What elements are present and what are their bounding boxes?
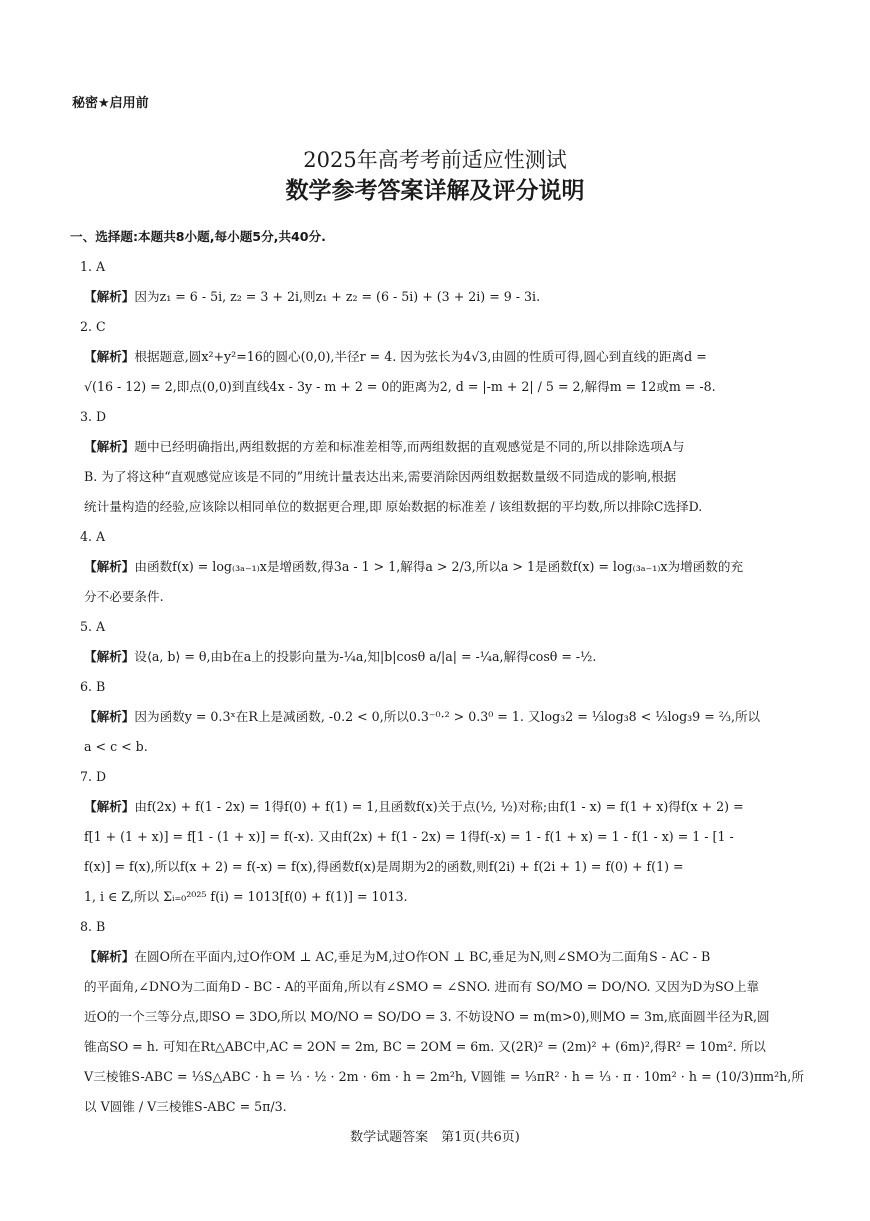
explanation-label: 【解析】 xyxy=(84,559,135,574)
explanation-line xyxy=(84,1002,804,1032)
explanation-line xyxy=(84,942,804,972)
answer-content xyxy=(70,222,804,1122)
explanation-text: 设⟨a, b⟩ = θ,由b在a上的投影向量为-¼a,知|b|cosθ a/|a| = -¼a,解得cosθ = -½. xyxy=(134,649,597,664)
explanation-text: 根据题意,圆x²+y²=16的圆心(0,0),半径r = 4. 因为弦长为4√3,由圆的性质可得,圆心到直线的距离d = xyxy=(134,349,707,364)
answer-number: 4. A xyxy=(80,529,106,544)
explanation-line xyxy=(84,702,804,732)
explanation-line xyxy=(84,582,804,612)
explanation-text: a < c < b. xyxy=(84,739,148,754)
explanation-text: 题中已经明确指出,两组数据的方差和标准差相等,而两组数据的直观感觉是不同的,所以排除选项A与 xyxy=(134,439,685,454)
explanation-line xyxy=(84,822,804,852)
explanation-line xyxy=(84,372,804,402)
explanation-line xyxy=(84,882,804,912)
explanation-text: V三棱锥S-ABC = ⅓S△ABC · h = ⅓ · ½ · 2m · 6m · h = 2m²h, V圆锥 = ⅓πR² · h = ⅓ · π · 10m² · h = (10/3)πm²h,所以 V圆锥 / V三棱锥S-ABC = 5π/3. xyxy=(84,1069,804,1114)
explanation-line xyxy=(84,1062,804,1122)
explanation-label: 【解析】 xyxy=(84,289,135,304)
explanation-line xyxy=(84,462,804,492)
explanation-text: 由f(2x) + f(1 - 2x) = 1得f(0) + f(1) = 1,且函数f(x)关于点(½, ½)对称;由f(1 - x) = f(1 + x)得f(x + 2) = xyxy=(134,799,744,814)
explanation-text: 因为函数y = 0.3ˣ在R上是减函数, -0.2 < 0,所以0.3⁻⁰·² > 0.3⁰ = 1. 又log₃2 = ⅓log₃8 < ⅓log₃9 = ⅔,所以 xyxy=(134,709,761,724)
explanation-text: 因为z₁ = 6 - 5i, z₂ = 3 + 2i,则z₁ + z₂ = (6 - 5i) + (3 + 2i) = 9 - 3i. xyxy=(134,289,541,304)
explanation-line xyxy=(84,852,804,882)
explanation-text: 在圆O所在平面内,过O作OM ⊥ AC,垂足为M,过O作ON ⊥ BC,垂足为N,则∠SMO为二面角S - AC - B xyxy=(134,949,711,964)
explanation-line xyxy=(84,432,804,462)
explanation-line xyxy=(84,282,804,312)
answer-number: 6. B xyxy=(80,679,106,694)
explanation-line xyxy=(84,342,804,372)
explanation-line xyxy=(84,552,804,582)
explanation-text: 的平面角,∠DNO为二面角D - BC - A的平面角,所以有∠SMO = ∠SNO. 进而有 SO/MO = DO/NO. 又因为D为SO上靠 xyxy=(84,979,760,994)
explanation-text: f[1 + (1 + x)] = f[1 - (1 + x)] = f(-x). 又由f(2x) + f(1 - 2x) = 1得f(-x) = 1 - f(1 + x) = 1 - f(1 - x) = 1 - [1 - xyxy=(84,829,734,844)
answer-item xyxy=(80,312,804,402)
answer-item xyxy=(80,672,804,762)
answer-item xyxy=(80,612,804,672)
section-heading: 一、选择题:本题共8小题,每小题5分,共40分. xyxy=(70,229,326,244)
answer-item xyxy=(80,912,804,1122)
explanation-line xyxy=(84,642,804,672)
answer-number: 5. A xyxy=(80,619,106,634)
explanation-label: 【解析】 xyxy=(84,709,135,724)
explanation-text: 统计量构造的经验,应该除以相同单位的数据更合理,即 原始数据的标准差 / 该组数据的平均数,所以排除C选择D. xyxy=(84,499,703,514)
answer-number: 7. D xyxy=(80,769,107,784)
answer-item xyxy=(80,762,804,912)
answer-number: 1. A xyxy=(80,259,106,274)
explanation-line xyxy=(84,972,804,1002)
explanation-text: f(x)] = f(x),所以f(x + 2) = f(-x) = f(x),得函数f(x)是周期为2的函数,则f(2i) + f(2i + 1) = f(0) + f(1) = xyxy=(84,859,684,874)
answer-list xyxy=(80,252,804,1122)
answer-item xyxy=(80,522,804,612)
explanation-text: 分不必要条件. xyxy=(84,589,164,604)
explanation-line xyxy=(84,732,804,762)
answer-item xyxy=(80,402,804,522)
page-footer: 数学试题答案 第1页(共6页) xyxy=(350,1130,520,1145)
answer-number: 2. C xyxy=(80,319,106,334)
explanation-text: √(16 - 12) = 2,即点(0,0)到直线4x - 3y - m + 2 = 0的距离为2, d = |-m + 2| / 5 = 2,解得m = 12或m = -8. xyxy=(84,379,716,394)
exam-title: 2025年高考考前适应性测试 xyxy=(303,148,567,172)
explanation-text: 1, i ∈ Z,所以 Σᵢ₌₀²⁰²⁵ f(i) = 1013[f(0) + f(1)] = 1013. xyxy=(84,889,408,904)
explanation-label: 【解析】 xyxy=(84,439,135,454)
document-title: 数学参考答案详解及评分说明 xyxy=(285,178,585,204)
explanation-label: 【解析】 xyxy=(84,949,135,964)
explanation-text: 锥高SO = h. 可知在Rt△ABC中,AC = 2ON = 2m, BC = 2OM = 6m. 又(2R)² = (2m)² + (6m)²,得R² = 10m². 所以 xyxy=(84,1039,766,1054)
answer-number: 3. D xyxy=(80,409,107,424)
explanation-line xyxy=(84,492,804,522)
explanation-text: 由函数f(x) = log₍₃ₐ₋₁₎x是增函数,得3a - 1 > 1,解得a > 2/3,所以a > 1是函数f(x) = log₍₃ₐ₋₁₎x为增函数的充 xyxy=(134,559,744,574)
explanation-text: B. 为了将这种“直观感觉应该是不同的”用统计量表达出来,需要消除因两组数据数量级不同造成的影响,根据 xyxy=(84,469,677,484)
explanation-line xyxy=(84,1032,804,1062)
confidential-mark: 秘密★启用前 xyxy=(72,96,149,111)
explanation-text: 近O的一个三等分点,即SO = 3DO,所以 MO/NO = SO/DO = 3. 不妨设NO = m(m>0),则MO = 3m,底面圆半径为R,圆 xyxy=(84,1009,770,1024)
explanation-label: 【解析】 xyxy=(84,649,135,664)
explanation-label: 【解析】 xyxy=(84,349,135,364)
answer-item xyxy=(80,252,804,312)
explanation-line xyxy=(84,792,804,822)
explanation-label: 【解析】 xyxy=(84,799,135,814)
answer-number: 8. B xyxy=(80,919,106,934)
